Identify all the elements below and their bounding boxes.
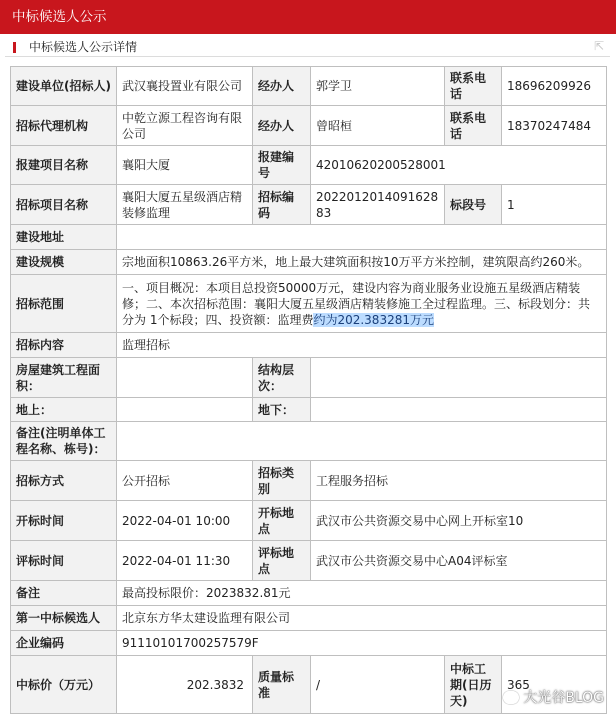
content-label: 招标内容 — [11, 333, 117, 358]
table-row — [11, 225, 607, 250]
table-row — [11, 275, 607, 333]
open-place-value: 武汉市公共资源交易中心网上开标室10 — [311, 501, 607, 541]
tender-name-value: 襄阳大厦五星级酒店精装修监理 — [117, 185, 253, 225]
table-row — [11, 185, 607, 225]
lot-value: 1 — [502, 185, 607, 225]
scope-value — [117, 275, 607, 333]
remark-value: 最高投标限价：2023832.81元 — [117, 581, 607, 606]
quality-label: 质量标准 — [253, 656, 311, 714]
phone-value: 18696209926 — [502, 67, 607, 106]
table-row — [11, 67, 607, 106]
duration-label: 中标工期(日历天) — [445, 656, 502, 714]
agency-value: 中乾立源工程咨询有限公司 — [117, 106, 253, 146]
quality-value: / — [311, 656, 445, 714]
detail-table — [10, 66, 607, 714]
section-header — [5, 37, 610, 57]
detail-table-container — [10, 66, 606, 714]
scope-text: 一、项目概况：本项目总投资50000万元，建设内容为商业服务业设施五星级酒店精装修；二、本次招标范围：襄阳大厦五星级酒店精装修施工全过程监理。三、标段划分：共分为 1个标段；四、投资额：监理费 — [122, 280, 591, 327]
first-candidate-value: 北京东方华太建设监理有限公司 — [117, 606, 607, 631]
eval-place-label: 评标地点 — [253, 541, 311, 581]
table-row — [11, 631, 607, 656]
area-value — [117, 358, 253, 398]
below-ground-value — [311, 398, 607, 422]
project-name-label: 报建项目名称 — [11, 146, 117, 185]
remark-label: 备注 — [11, 581, 117, 606]
project-code-value: 42010620200528001 — [311, 146, 607, 185]
bid-price-value: 202.3832 — [117, 656, 253, 714]
content-value: 监理招标 — [117, 333, 607, 358]
handler-label: 经办人 — [253, 67, 311, 106]
watermark — [503, 687, 604, 707]
handler-value: 郭学卫 — [311, 67, 445, 106]
below-ground-label: 地下： — [253, 398, 311, 422]
eval-place-value: 武汉市公共资源交易中心A04评标室 — [311, 541, 607, 581]
table-row — [11, 541, 607, 581]
watermark-text: 大光谷BLOG — [523, 690, 604, 706]
agency-label: 招标代理机构 — [11, 106, 117, 146]
tender-method-label: 招标方式 — [11, 461, 117, 501]
tender-code-label: 招标编码 — [253, 185, 311, 225]
section-title: 中标候选人公示详情 — [29, 40, 138, 54]
tender-name-label: 招标项目名称 — [11, 185, 117, 225]
builder-value: 武汉襄投置业有限公司 — [117, 67, 253, 106]
company-code-value: 91110101700257579F — [117, 631, 607, 656]
table-row — [11, 461, 607, 501]
tender-type-label: 招标类别 — [253, 461, 311, 501]
tender-method-value: 公开招标 — [117, 461, 253, 501]
table-row — [11, 398, 607, 422]
top-header-bar — [0, 0, 616, 34]
first-candidate-label: 第一中标候选人 — [11, 606, 117, 631]
section-marker — [13, 42, 16, 53]
table-row — [11, 501, 607, 541]
table-row — [11, 422, 607, 461]
agency-phone-label: 联系电话 — [445, 106, 502, 146]
table-row — [11, 333, 607, 358]
address-label: 建设地址 — [11, 225, 117, 250]
expand-icon[interactable]: ⇱ — [593, 39, 604, 53]
table-row — [11, 581, 607, 606]
open-place-label: 开标地点 — [253, 501, 311, 541]
scope-highlight[interactable]: 约为202.383281万元 — [313, 312, 434, 327]
open-time-value: 2022-04-01 10:00 — [117, 501, 253, 541]
duration-value: 365 — [502, 656, 607, 714]
phone-label: 联系电话 — [445, 67, 502, 106]
tender-type-value: 工程服务招标 — [311, 461, 607, 501]
table-row — [11, 606, 607, 631]
scope-label: 招标范围 — [11, 275, 117, 333]
eval-time-value: 2022-04-01 11:30 — [117, 541, 253, 581]
remark-building-value — [117, 422, 607, 461]
table-row — [11, 250, 607, 275]
structure-label: 结构层次： — [253, 358, 311, 398]
company-code-label: 企业编码 — [11, 631, 117, 656]
eval-time-label: 评标时间 — [11, 541, 117, 581]
project-name-value: 襄阳大厦 — [117, 146, 253, 185]
structure-value — [311, 358, 607, 398]
scale-label: 建设规模 — [11, 250, 117, 275]
table-row — [11, 146, 607, 185]
tender-code-value: 202201201409162883 — [311, 185, 445, 225]
table-row — [11, 358, 607, 398]
above-ground-value — [117, 398, 253, 422]
remark-building-label: 备注(注明单体工程名称、栋号)： — [11, 422, 117, 461]
bid-price-label: 中标价（万元） — [11, 656, 117, 714]
table-row — [11, 106, 607, 146]
address-value — [117, 225, 607, 250]
project-code-label: 报建编号 — [253, 146, 311, 185]
scale-value: 宗地面积10863.26平方米，地上最大建筑面积按10万平方米控制，建筑限高约260米。 — [117, 250, 607, 275]
agency-handler-value: 曾昭桓 — [311, 106, 445, 146]
page-title: 中标候选人公示 — [12, 9, 107, 25]
agency-handler-label: 经办人 — [253, 106, 311, 146]
lot-label: 标段号 — [445, 185, 502, 225]
open-time-label: 开标时间 — [11, 501, 117, 541]
above-ground-label: 地上： — [11, 398, 117, 422]
wechat-icon — [503, 691, 519, 704]
builder-label: 建设单位(招标人) — [11, 67, 117, 106]
agency-phone-value: 18370247484 — [502, 106, 607, 146]
area-label: 房屋建筑工程面积： — [11, 358, 117, 398]
